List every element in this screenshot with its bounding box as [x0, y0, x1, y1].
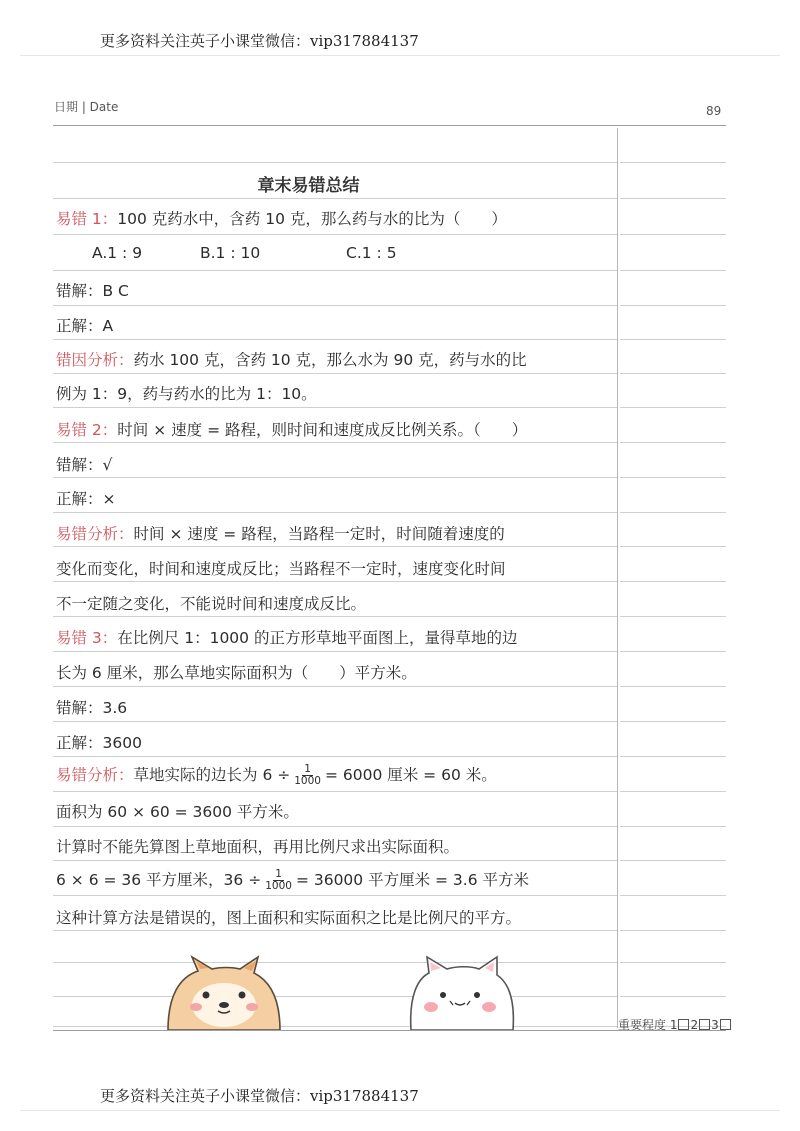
q1-option-b: B.1 : 10: [200, 244, 261, 262]
q3-line-4-text-a: 6 × 6 = 36 平方厘米，36 ÷: [56, 871, 262, 889]
margin-ruled-line: [620, 996, 726, 997]
margin-ruled-line: [620, 860, 726, 861]
margin-divider: [617, 128, 618, 1028]
footer-watermark-text: 更多资料关注英子小课堂微信：vip317884137: [100, 1087, 419, 1105]
q3-wrong-answer: 错解：3.6: [56, 699, 128, 717]
margin-ruled-line: [620, 826, 726, 827]
ruled-line: [53, 234, 617, 235]
q3-question-line-2: 长为 6 厘米，那么草地实际面积为（ ）平方米。: [56, 664, 417, 682]
ruled-line: [53, 651, 617, 652]
margin-ruled-line: [620, 270, 726, 271]
q3-line-4-text-b: = 36000 平方厘米 = 3.6 平方米: [295, 871, 530, 889]
fraction-numerator: 1: [304, 763, 311, 775]
q3-analysis-text-b: = 6000 厘米 = 60 米。: [324, 766, 497, 784]
q3-analysis-text-a: 草地实际的边长为 6 ÷: [133, 766, 291, 784]
q2-analysis-line-1: [56, 522, 505, 544]
q2-label: 易错 2：: [56, 421, 118, 439]
shiba-dog-illustration: [160, 955, 290, 1030]
importance-label: 重要程度: [618, 1018, 667, 1032]
ruled-line: [53, 962, 617, 963]
margin-ruled-line: [620, 512, 726, 513]
ruled-line: [53, 512, 617, 513]
margin-ruled-line: [620, 895, 726, 896]
q3-line-2: 面积为 60 × 60 = 3600 平方米。: [56, 803, 299, 821]
margin-ruled-line: [620, 305, 726, 306]
q1-text: 100 克药水中，含药 10 克，那么药与水的比为（ ）: [117, 210, 507, 228]
ruled-line: [53, 442, 617, 443]
q3-line-5: 这种计算方法是错误的，图上面积和实际面积之比是比例尺的平方。: [56, 909, 522, 927]
q3-fraction-2: [265, 869, 292, 892]
ruled-line: [53, 996, 617, 997]
checkbox-1[interactable]: [678, 1019, 689, 1030]
page-title: 章末易错总结: [257, 176, 360, 196]
ruled-line: [53, 270, 617, 271]
margin-ruled-line: [620, 198, 726, 199]
ruled-line: [53, 791, 617, 792]
q1-analysis-label: 错因分析：: [56, 351, 134, 369]
margin-ruled-line: [620, 162, 726, 163]
ruled-line: [53, 721, 617, 722]
header-divider: [20, 55, 780, 56]
margin-ruled-line: [620, 721, 726, 722]
footer-divider: [20, 1110, 780, 1111]
top-rule: [53, 125, 726, 126]
q3-analysis-label: 易错分析：: [56, 766, 134, 784]
q2-analysis-line-3: 不一定随之变化，不能说时间和速度成反比。: [56, 595, 367, 613]
q1-option-c: C.1 : 5: [346, 244, 397, 262]
q2-right-answer: 正解：×: [56, 490, 116, 508]
ruled-line: [53, 895, 617, 896]
q1-label: 易错 1：: [56, 210, 118, 228]
importance-level-3: 3: [711, 1018, 719, 1032]
margin-ruled-line: [620, 442, 726, 443]
importance-level-2: 2: [690, 1018, 699, 1032]
page-number: 89: [706, 104, 722, 118]
margin-ruled-line: [620, 756, 726, 757]
white-cat-illustration: [405, 955, 520, 1030]
fraction-denominator: 1000: [265, 880, 292, 892]
ruled-line: [53, 373, 617, 374]
q2-question: [56, 418, 527, 440]
importance-level-1: 1: [669, 1018, 678, 1032]
margin-ruled-line: [620, 686, 726, 687]
margin-ruled-line: [620, 339, 726, 340]
q3-right-answer: 正解：3600: [56, 734, 142, 752]
date-label: 日期 | Date: [54, 100, 119, 114]
margin-ruled-line: [620, 791, 726, 792]
margin-ruled-line: [620, 616, 726, 617]
q2-analysis-text-1: 时间 × 速度 = 路程，当路程一定时，时间随着速度的: [133, 525, 505, 543]
margin-ruled-line: [620, 477, 726, 478]
margin-ruled-line: [620, 546, 726, 547]
ruled-line: [53, 546, 617, 547]
margin-ruled-line: [620, 234, 726, 235]
q1-analysis-line-1: [56, 348, 527, 370]
q3-line-4: [56, 868, 529, 892]
ruled-line: [53, 162, 617, 163]
q3-line-3: 计算时不能先算图上草地面积，再用比例尺求出实际面积。: [56, 838, 460, 856]
q1-option-a: A.1 : 9: [92, 244, 143, 262]
q1-analysis-line-2: 例为 1：9，药与药水的比为 1：10。: [56, 385, 317, 403]
checkbox-3[interactable]: [720, 1019, 731, 1030]
margin-ruled-line: [620, 651, 726, 652]
q2-analysis-label: 易错分析：: [56, 525, 134, 543]
ruled-line: [53, 616, 617, 617]
q1-analysis-text-1: 药水 100 克，含药 10 克，那么水为 90 克，药与水的比: [133, 351, 527, 369]
q1-question: [56, 207, 507, 229]
ruled-line: [53, 581, 617, 582]
ruled-line: [53, 407, 617, 408]
margin-ruled-line: [620, 373, 726, 374]
ruled-line: [53, 477, 617, 478]
fraction-denominator: 1000: [294, 775, 321, 787]
ruled-line: [53, 198, 617, 199]
ruled-line: [53, 1026, 617, 1027]
q3-question-line-1: [56, 626, 517, 648]
q2-wrong-answer: 错解：√: [56, 456, 113, 474]
ruled-line: [53, 339, 617, 340]
q2-text: 时间 × 速度 = 路程，则时间和速度成反比例关系。（ ）: [117, 421, 528, 439]
ruled-line: [53, 826, 617, 827]
header-watermark-text: 更多资料关注英子小课堂微信：vip317884137: [100, 32, 419, 50]
importance-rating: [618, 1016, 732, 1033]
ruled-line: [53, 756, 617, 757]
ruled-line: [53, 686, 617, 687]
margin-ruled-line: [620, 581, 726, 582]
q3-text-1: 在比例尺 1：1000 的正方形草地平面图上，量得草地的边: [117, 629, 518, 647]
margin-ruled-line: [620, 407, 726, 408]
fraction-numerator: 1: [275, 868, 282, 880]
margin-ruled-line: [620, 930, 726, 931]
margin-ruled-line: [620, 962, 726, 963]
q3-analysis-line-1: [56, 763, 497, 787]
ruled-line: [53, 305, 617, 306]
q3-label: 易错 3：: [56, 629, 118, 647]
ruled-line: [53, 860, 617, 861]
checkbox-2[interactable]: [699, 1019, 710, 1030]
ruled-line: [53, 930, 617, 931]
q3-fraction: [294, 764, 321, 787]
q2-analysis-line-2: 变化而变化，时间和速度成反比；当路程不一定时，速度变化时间: [56, 560, 506, 578]
q1-wrong-answer: 错解：B C: [56, 282, 129, 300]
q1-right-answer: 正解：A: [56, 317, 114, 335]
